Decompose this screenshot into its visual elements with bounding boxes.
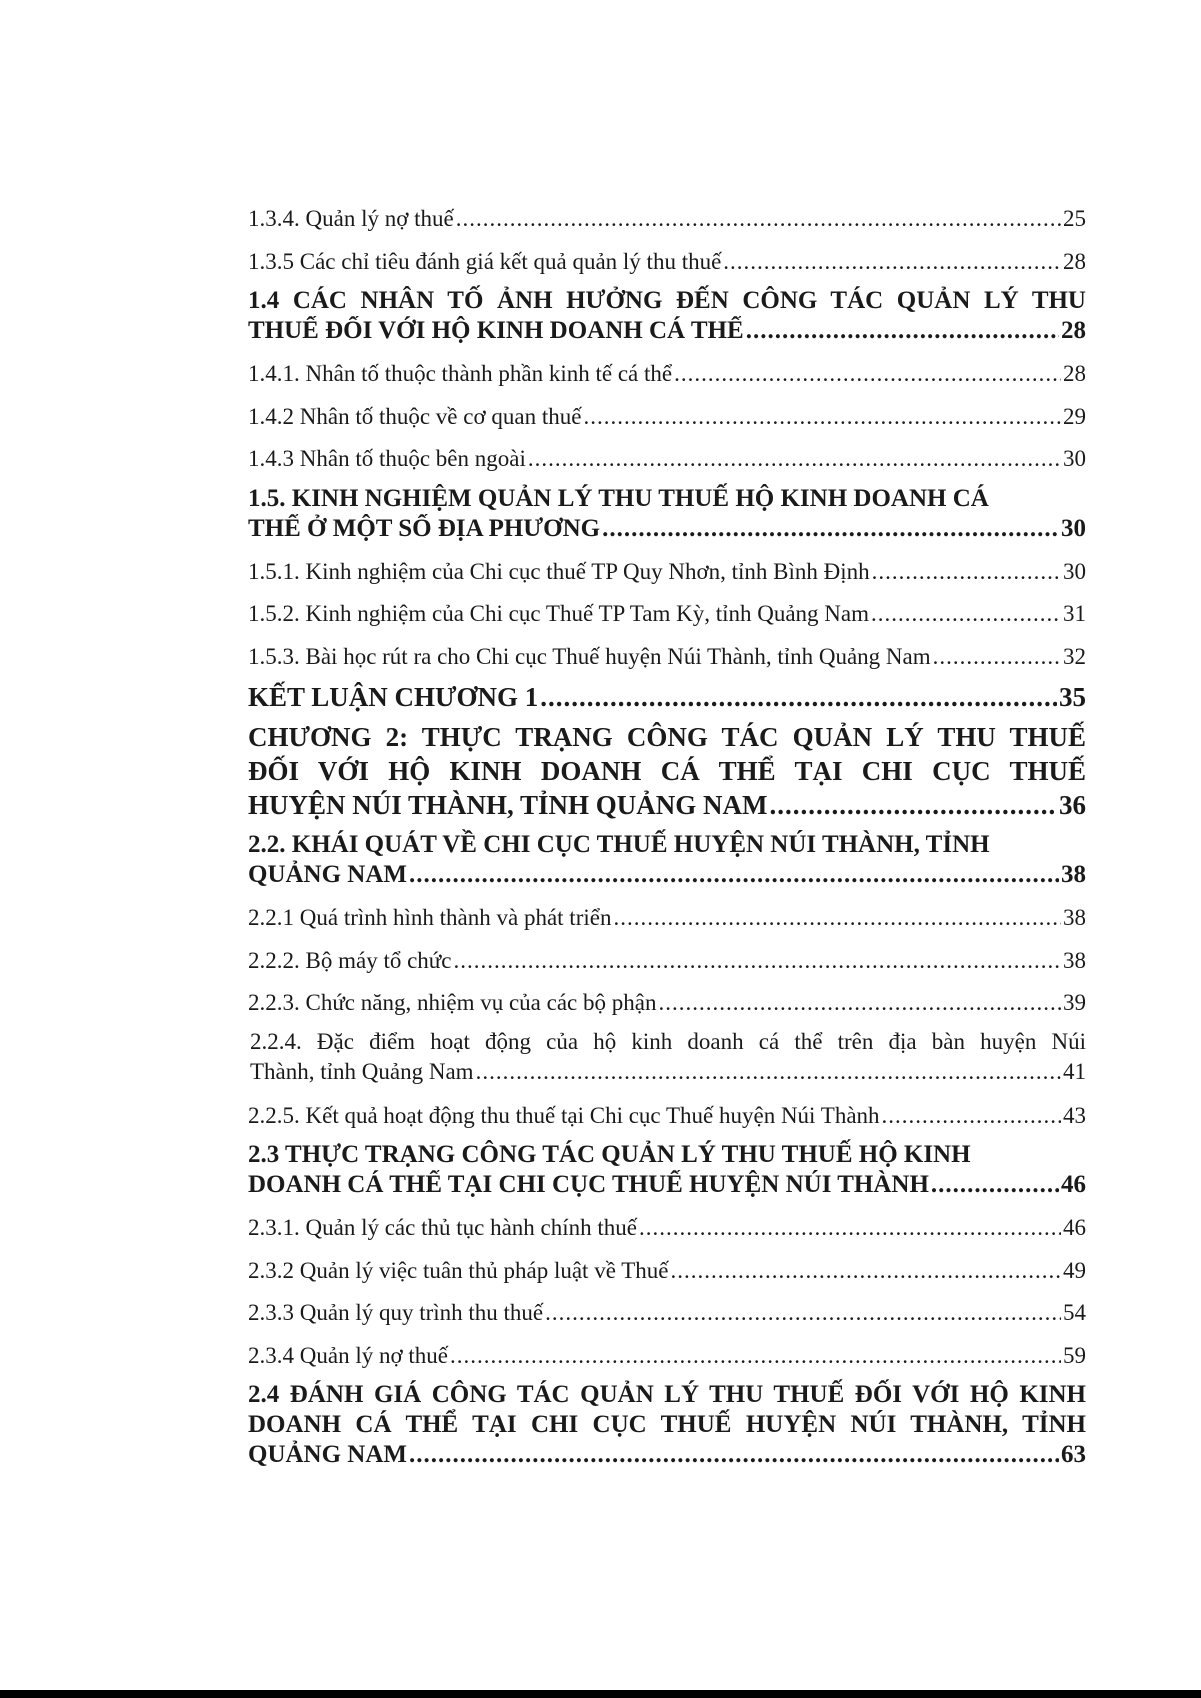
toc-section-1-4[interactable] [248,286,1086,346]
dot-leader [871,593,1061,636]
toc-entry-2-2-5[interactable] [248,1095,1086,1138]
toc-entry-title: 2.2.1 Quá trình hình thành và phát triển [248,905,612,930]
toc-entry-title: 2.3.4 Quản lý nợ thuế [248,1342,448,1368]
toc-entry-1-4-3[interactable] [248,438,1086,481]
dot-leader [658,982,1061,1025]
toc-section-line: 1.4 CÁC NHÂN TỐ ẢNH HƯỞNG ĐẾN CÔNG TÁC QUẢN LÝ THU [248,287,1086,314]
toc-entry-title: THUẾ ĐỐI VỚI HỘ KINH DOANH CÁ THỂ [248,317,744,344]
toc-chapter-last-line [248,788,1086,822]
bottom-border [0,1690,1201,1698]
toc-section-1-5[interactable] [248,484,1086,544]
toc-section-last-line [248,1170,1086,1200]
dot-leader [409,860,1059,890]
dot-leader [540,680,1057,714]
toc-entry-title: 2.3.2 Quản lý việc tuân thủ pháp luật về Thuế [248,1257,669,1283]
toc-page-number: 46 [1061,1171,1086,1198]
toc-page-number: 43 [1063,1102,1086,1128]
toc-page-number: 25 [1063,206,1086,231]
toc-entry-1-5-3[interactable] [248,636,1086,679]
toc-entry-title: Thành, tỉnh Quảng Nam [250,1058,474,1084]
dot-leader [450,1335,1061,1378]
toc-page-number: 54 [1063,1300,1086,1325]
toc-chapter-2[interactable] [248,720,1086,822]
toc-page-number: 39 [1063,990,1086,1015]
toc-entry-title: 2.2.3. Chức năng, nhiệm vụ của các bộ phận [248,990,657,1015]
toc-entry-2-2-4[interactable] [248,1027,1086,1087]
toc-section-line: 1.5. KINH NGHIỆM QUẢN LÝ THU THUẾ HỘ KINH DOANH CÁ [248,484,989,512]
dot-leader [545,1292,1061,1335]
toc-entry-title: 1.4.2 Nhân tố thuộc về cơ quan thuế [248,403,582,429]
toc-entry-2-3-3[interactable] [248,1292,1086,1335]
dot-leader [613,897,1061,940]
toc-entry-2-3-2[interactable] [248,1250,1086,1293]
toc-page-number: 41 [1063,1058,1086,1084]
toc-page-number: 30 [1063,558,1086,584]
table-of-contents [248,198,1086,1477]
toc-page-number: 38 [1063,947,1086,973]
toc-entry-title: DOANH CÁ THỂ TẠI CHI CỤC THUẾ HUYỆN NÚI THÀNH [248,1171,929,1198]
dot-leader [583,396,1061,439]
toc-page-number: 29 [1063,403,1086,429]
dot-leader [602,514,1059,544]
toc-page-number: 31 [1063,601,1086,626]
dot-leader [872,551,1061,594]
toc-entry-1-4-1[interactable] [248,353,1086,396]
toc-chapter-line: CHƯƠNG 2: THỰC TRẠNG CÔNG TÁC QUẢN LÝ THU THUẾ [248,722,1086,752]
toc-entry-title: HUYỆN NÚI THÀNH, TỈNH QUẢNG NAM [248,790,768,820]
toc-section-line: 2.3 THỰC TRẠNG CÔNG TÁC QUẢN LÝ THU THUẾ HỘ KINH [248,1141,971,1168]
toc-entry-1-5-2[interactable] [248,593,1086,636]
toc-entry-title: 2.2.2. Bộ máy tổ chức [248,947,452,973]
toc-entry-1-5-1[interactable] [248,551,1086,594]
dot-leader [931,1170,1059,1200]
dot-leader [476,1057,1061,1087]
dot-leader [528,438,1061,481]
toc-entry-title: 1.3.4. Quản lý nợ thuế [248,206,454,231]
toc-section-2-4[interactable] [248,1380,1086,1470]
toc-page-number: 63 [1061,1441,1086,1468]
toc-page-number: 36 [1059,790,1086,820]
toc-entry-title: QUẢNG NAM [248,861,408,888]
toc-section-last-line [248,514,1086,544]
dot-leader [671,1250,1061,1293]
dot-leader [453,940,1061,983]
toc-page-number: 46 [1063,1215,1086,1240]
toc-entry-title: 2.2.5. Kết quả hoạt động thu thuế tại Chi cục Thuế huyện Núi Thành [248,1102,880,1128]
toc-entry-last-line [248,1057,1086,1087]
toc-entry-2-3-1[interactable] [248,1207,1086,1250]
toc-chapter-1-conclusion[interactable] [248,680,1086,714]
toc-entry-2-2-1[interactable] [248,897,1086,940]
toc-page-number: 28 [1063,361,1086,386]
toc-entry-title: 1.5.2. Kinh nghiệm của Chi cục Thuế TP Tam Kỳ, tỉnh Quảng Nam [248,601,870,626]
toc-page-number: 28 [1063,248,1086,274]
toc-entry-2-2-3[interactable] [248,982,1086,1025]
toc-entry-1-3-5[interactable] [248,241,1086,284]
toc-page-number: 30 [1061,514,1086,542]
toc-entry-2-2-2[interactable] [248,940,1086,983]
dot-leader [882,1095,1061,1138]
toc-page-number: 30 [1063,446,1086,471]
toc-page-number: 38 [1061,861,1086,888]
dot-leader [409,1440,1059,1470]
dot-leader [639,1207,1061,1250]
toc-page-number: 49 [1063,1257,1086,1283]
toc-entry-line: 2.2.4. Đặc điểm hoạt động của hộ kinh doanh cá thể trên địa bàn huyện Núi [250,1028,1086,1054]
toc-section-last-line [248,1440,1086,1470]
toc-section-line: 2.2. KHÁI QUÁT VỀ CHI CỤC THUẾ HUYỆN NÚI THÀNH, TỈNH [248,831,990,858]
toc-page-number: 59 [1063,1342,1086,1368]
toc-entry-title: 2.3.1. Quản lý các thủ tục hành chính thuế [248,1215,637,1240]
toc-entry-title: 1.5.1. Kinh nghiệm của Chi cục thuế TP Quy Nhơn, tỉnh Bình Định [248,558,870,584]
toc-section-2-3[interactable] [248,1140,1086,1200]
toc-entry-title: 2.3.3 Quản lý quy trình thu thuế [248,1300,544,1325]
toc-entry-title: KẾT LUẬN CHƯƠNG 1 [248,682,539,712]
toc-entry-title: 1.5.3. Bài học rút ra cho Chi cục Thuế huyện Núi Thành, tỉnh Quảng Nam [248,643,931,669]
toc-section-last-line [248,860,1086,890]
toc-entry-title: QUẢNG NAM [248,1441,408,1468]
toc-page-number: 35 [1059,682,1086,712]
toc-page-number: 38 [1063,905,1086,930]
toc-entry-1-3-4[interactable] [248,198,1086,241]
toc-chapter-line: ĐỐI VỚI HỘ KINH DOANH CÁ THỂ TẠI CHI CỤC THUẾ [248,756,1086,786]
toc-section-last-line [248,316,1086,346]
toc-entry-title: THỂ Ở MỘT SỐ ĐỊA PHƯƠNG [248,514,601,542]
dot-leader [746,316,1059,346]
toc-entry-title: 1.4.1. Nhân tố thuộc thành phần kinh tế cá thể [248,361,673,386]
dot-leader [723,241,1061,284]
dot-leader [456,198,1061,241]
dot-leader [933,636,1061,679]
toc-section-2-2[interactable] [248,830,1086,890]
dot-leader [770,788,1057,822]
dot-leader [674,353,1061,396]
toc-page-number: 28 [1061,317,1086,344]
toc-entry-1-4-2[interactable] [248,396,1086,439]
toc-page-number: 32 [1063,643,1086,669]
toc-section-line: DOANH CÁ THỂ TẠI CHI CỤC THUẾ HUYỆN NÚI THÀNH, TỈNH [248,1411,1086,1438]
toc-entry-title: 1.3.5 Các chỉ tiêu đánh giá kết quả quản lý thu thuế [248,248,722,274]
toc-section-line: 2.4 ĐÁNH GIÁ CÔNG TÁC QUẢN LÝ THU THUẾ ĐỐI VỚI HỘ KINH [248,1381,1086,1408]
toc-entry-2-3-4[interactable] [248,1335,1086,1378]
toc-entry-title: 1.4.3 Nhân tố thuộc bên ngoài [248,446,526,471]
